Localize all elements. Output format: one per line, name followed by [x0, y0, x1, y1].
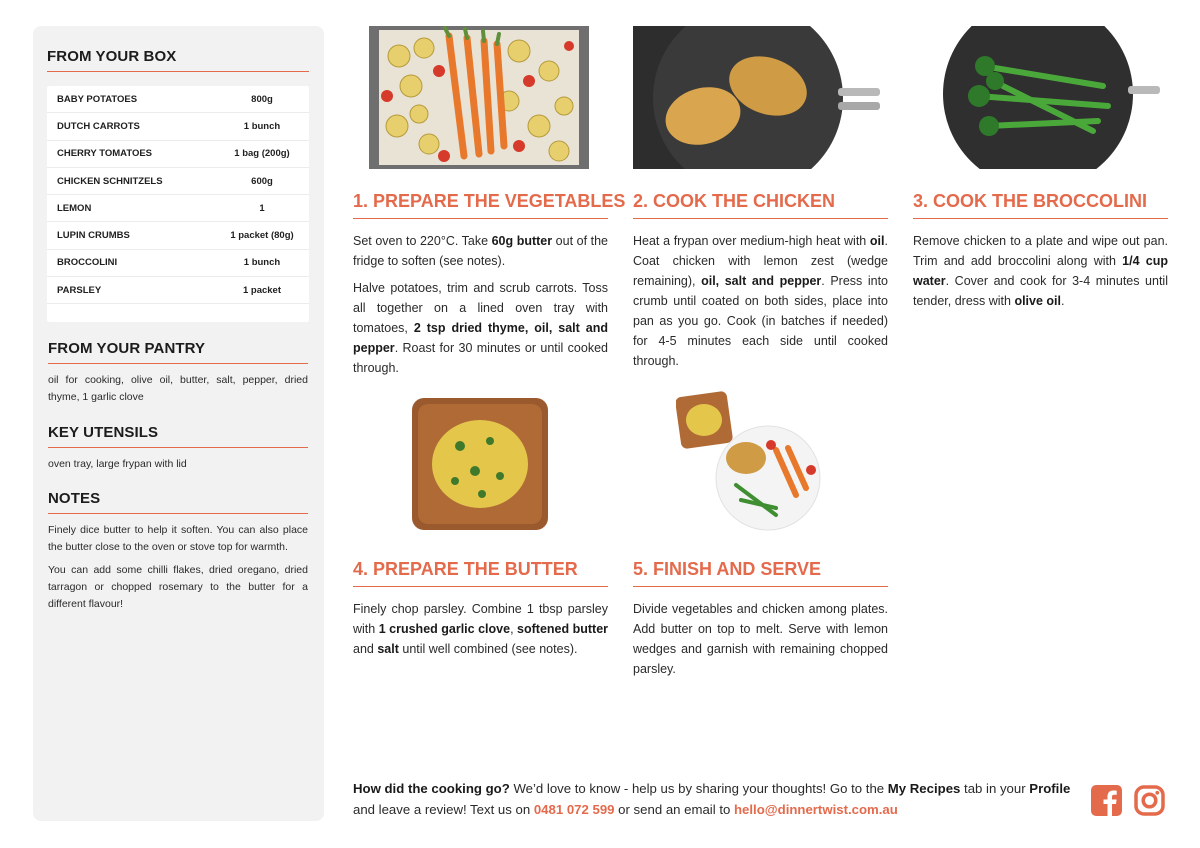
ingredient-qty: 1 [259, 202, 265, 214]
note-text: Finely dice butter to help it soften. You can also place the butter close to the oven or stove top for warmth. [48, 524, 308, 553]
ingredient-row [47, 141, 309, 168]
ingredient-name: CHERRY TOMATOES [57, 148, 153, 160]
ingredient-name: LEMON [57, 202, 92, 214]
broccolini-pan-photo [913, 26, 1160, 169]
notes-title: NOTES [48, 490, 308, 514]
step-5 [633, 559, 888, 679]
facebook-icon[interactable] [1091, 785, 1122, 816]
phone-link[interactable]: 0481 072 599 [533, 802, 615, 817]
ingredient-name: PARSLEY [57, 284, 102, 296]
feedback-footer: How did the cooking go? We’d love to know - help us by sharing your thoughts! Go to the My Recipes tab in your Profile and leave a review! Text us on 0481 072 599 or send an email to hello@dinnertwist.com.au [353, 781, 1071, 817]
step-title: 1. PREPARE THE VEGETABLES [353, 191, 608, 219]
step-text: Remove chicken to a plate and wipe out pan. Trim and add broccolini along with 1/4 cup water. Cover and cook for 3-4 minutes until tender, dress with olive oil. [913, 234, 1168, 308]
step-title: 4. PREPARE THE BUTTER [353, 559, 608, 587]
step-title: 2. COOK THE CHICKEN [633, 191, 888, 219]
roasting-tray-photo [369, 26, 589, 169]
pantry-text: oil for cooking, olive oil, butter, salt, pepper, dried thyme, 1 garlic clove [48, 374, 308, 403]
step-text: Finely chop parsley. Combine 1 tbsp parsley with 1 crushed garlic clove, softened butter and salt until well combined (see notes). [353, 602, 609, 656]
utensils-text: oven tray, large frypan with lid [48, 458, 187, 470]
step-text: Divide vegetables and chicken among plates. Add butter on top to melt. Serve with lemon wedges and garnish with remaining chopped parsley. [633, 602, 888, 676]
pantry-section [48, 340, 308, 406]
ingredient-name: BROCCOLINI [57, 257, 118, 269]
pantry-title: FROM YOUR PANTRY [48, 340, 308, 364]
ingredient-name: BABY POTATOES [57, 93, 138, 105]
ingredient-row [47, 86, 309, 113]
step-4 [353, 559, 608, 659]
ingredient-qty: 1 bunch [243, 120, 281, 132]
note-text: You can add some chilli flakes, dried oregano, dried tarragon or chopped rosemary to the butter for a different flavour! [48, 564, 308, 610]
herb-butter-photo [410, 396, 550, 532]
chicken-pan-photo [633, 26, 880, 169]
ingredient-row [47, 222, 309, 249]
step-text: Halve potatoes, trim and scrub carrots. Toss all together on a lined oven tray with tomatoes, 2 tsp dried thyme, oil, salt and pepper. Roast for 30 minutes or until cooked through. [353, 281, 608, 375]
from-your-box-section [47, 48, 309, 322]
step-title: 5. FINISH AND SERVE [633, 559, 888, 587]
ingredient-name: LUPIN CRUMBS [57, 230, 130, 242]
step-text: Set oven to 220°C. Take 60g butter out of the fridge to soften (see notes). [353, 234, 608, 268]
ingredient-qty: 1 packet (80g) [230, 230, 294, 242]
ingredient-qty: 1 bag (200g) [234, 148, 290, 160]
ingredient-qty: 800g [251, 93, 273, 105]
instagram-icon[interactable] [1134, 785, 1165, 816]
step-3 [913, 191, 1168, 311]
ingredient-row [47, 168, 309, 195]
ingredient-row [47, 113, 309, 140]
my-recipes-link[interactable]: My Recipes [887, 781, 961, 796]
step-text: Heat a frypan over medium-high heat with oil. Coat chicken with lemon zest (wedge remaining), oil, salt and pepper. Press into crumb until coated on both sides, place into pan as you go. Cook (in batches if needed) for 4-5 minutes each side until cooked through. [633, 234, 888, 368]
utensils-title: KEY UTENSILS [48, 424, 308, 448]
feedback-question: How did the cooking go? [353, 781, 510, 796]
ingredients-table [47, 86, 309, 322]
profile-link[interactable]: Profile [1029, 781, 1071, 796]
ingredient-name: CHICKEN SCHNITZELS [57, 175, 163, 187]
email-link[interactable]: hello@dinnertwist.com.au [734, 802, 898, 817]
sidebar [33, 26, 324, 821]
ingredient-qty: 600g [251, 175, 273, 187]
step-1 [353, 191, 626, 378]
step-title: 3. COOK THE BROCCOLINI [913, 191, 1168, 219]
utensils-section [48, 424, 308, 473]
box-title: FROM YOUR BOX [47, 48, 309, 72]
ingredient-row [47, 195, 309, 222]
ingredient-row [47, 277, 309, 304]
ingredient-row [47, 250, 309, 277]
ingredient-name: DUTCH CARROTS [57, 120, 140, 132]
notes-section [48, 490, 308, 613]
finished-plate-photo [676, 390, 832, 532]
ingredient-qty: 1 bunch [243, 257, 281, 269]
ingredient-qty: 1 packet [242, 284, 282, 296]
step-2 [633, 191, 888, 371]
